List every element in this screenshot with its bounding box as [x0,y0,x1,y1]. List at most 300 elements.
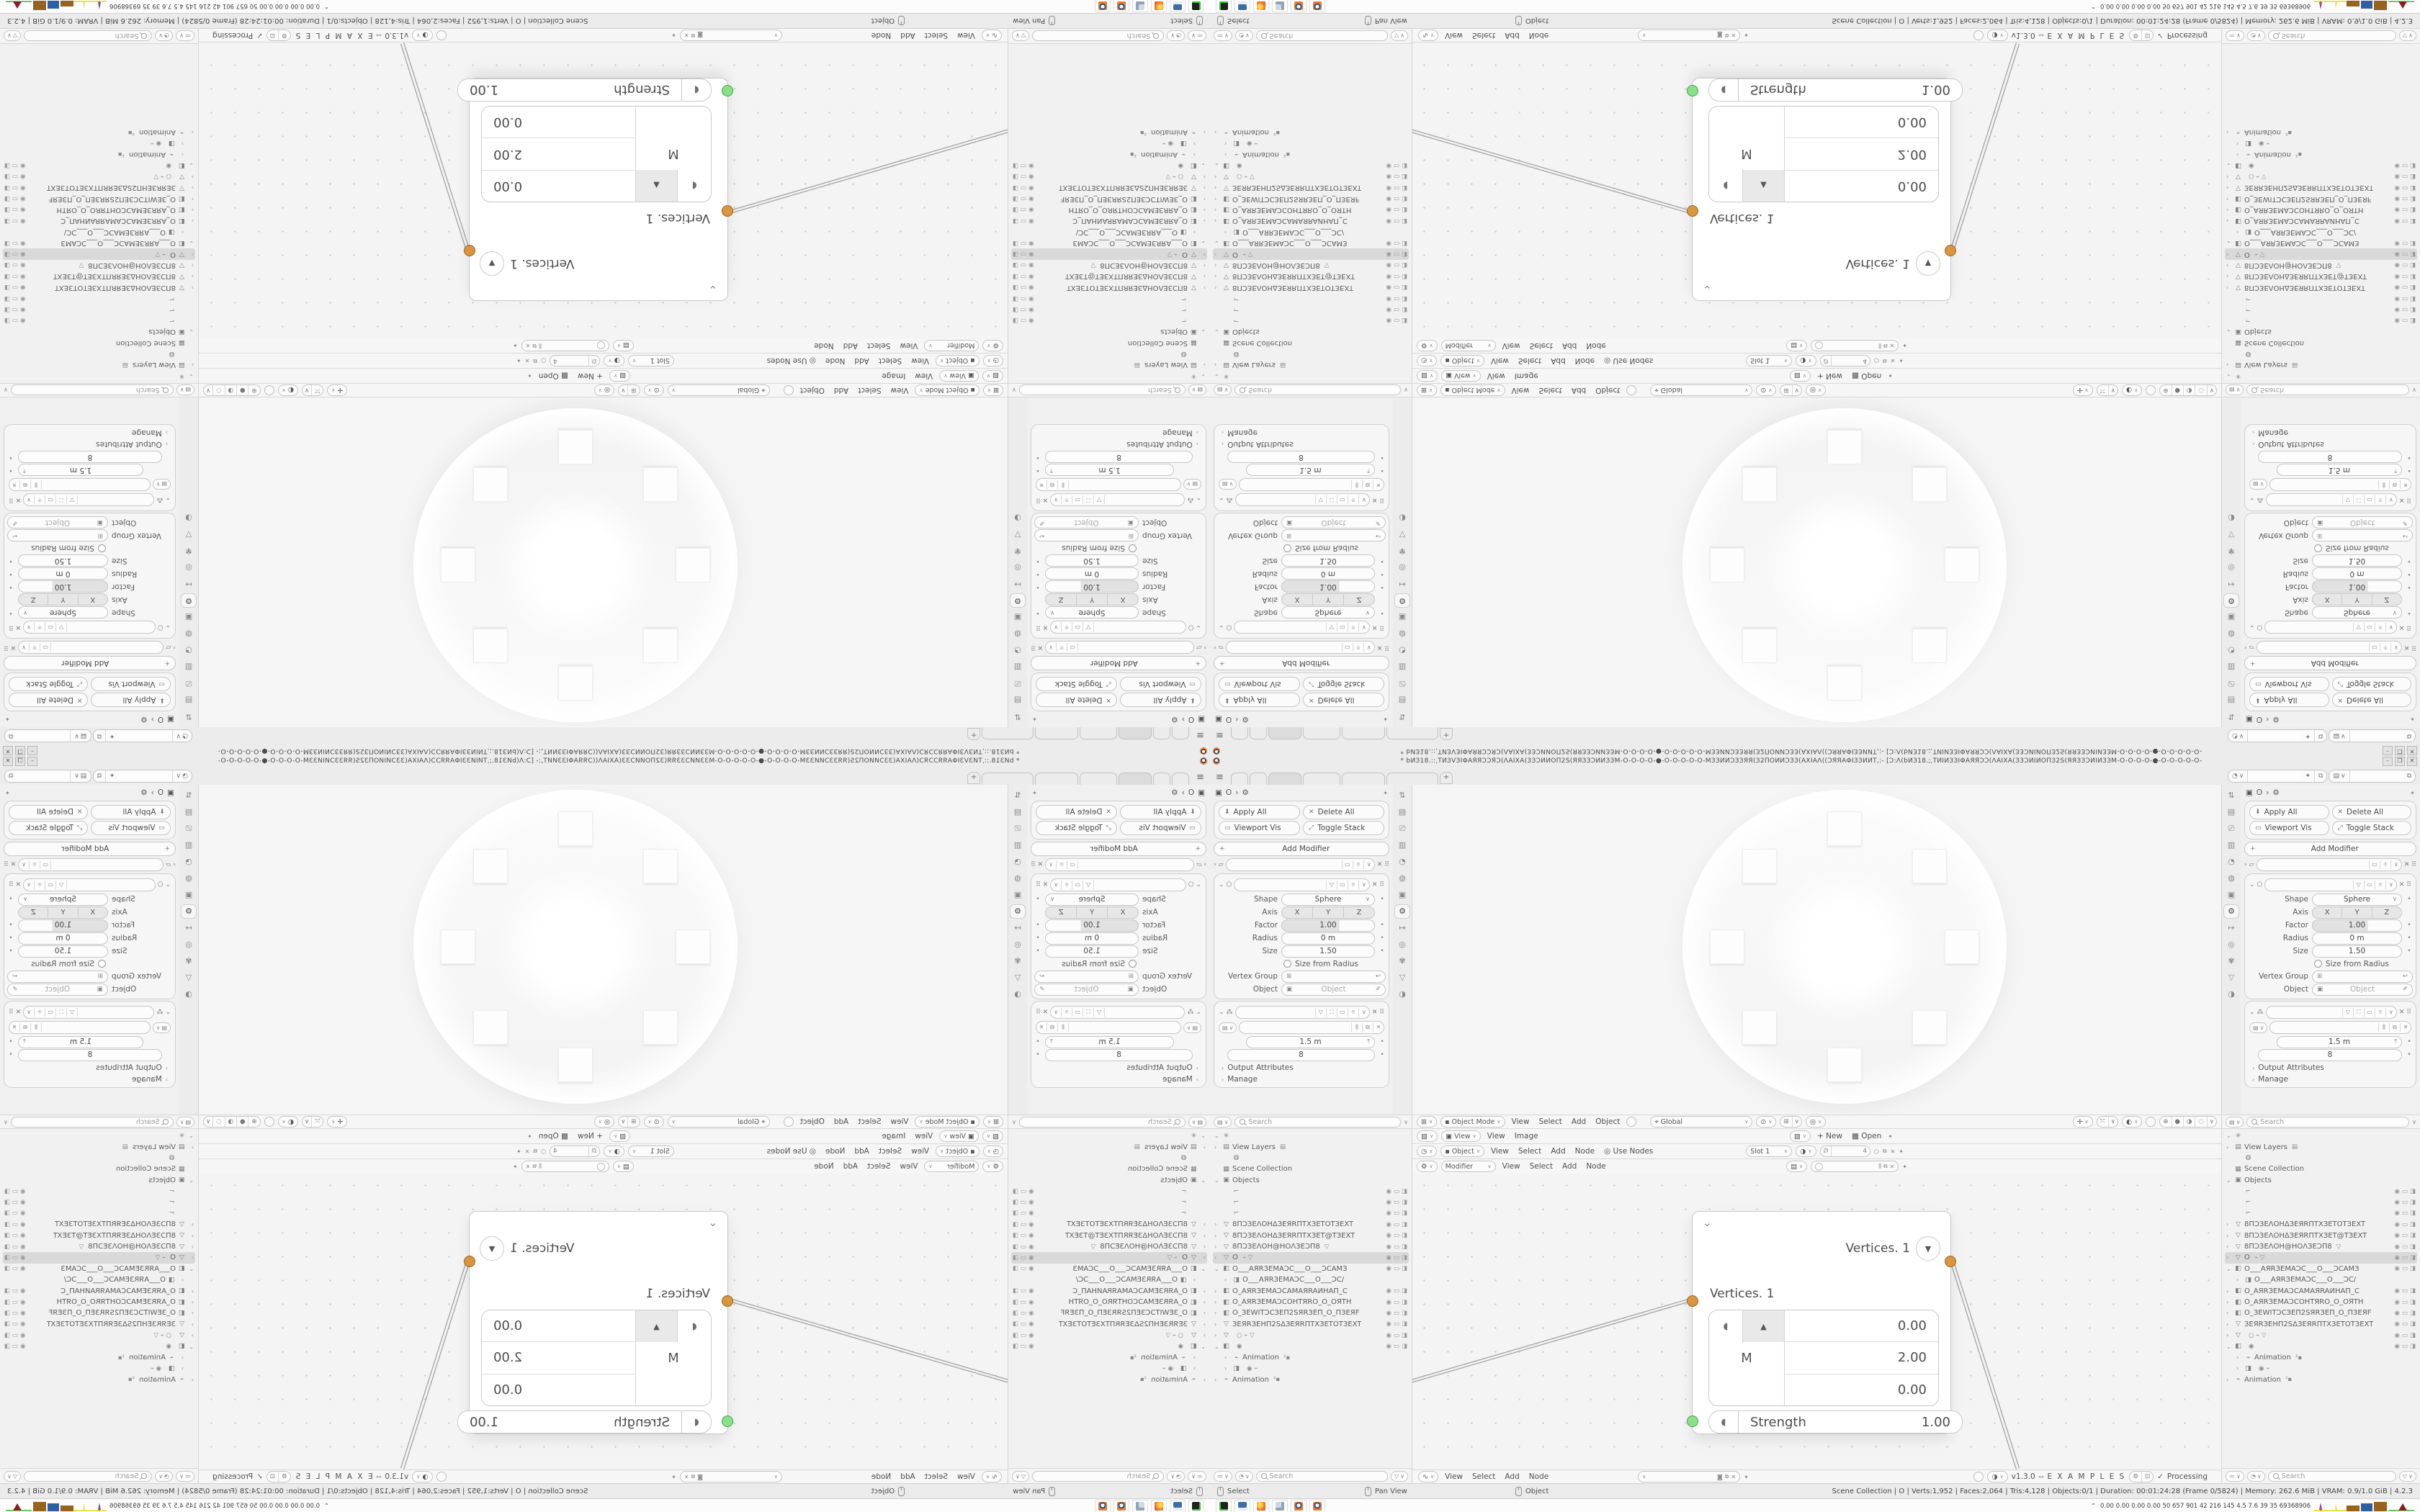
properties-tab-icon[interactable]: ↦ [1399,923,1406,932]
camera-icon[interactable]: ◨ [4,1265,11,1273]
eye-icon[interactable]: ◉ [2394,1331,2400,1339]
tool-settings-group[interactable]: ⚙ ⊡ [266,30,291,41]
shape-select[interactable]: Sphere ∨ [2312,894,2402,906]
properties-tab-icon[interactable]: ⇅ [185,791,192,800]
outliner-row[interactable] [1230,1153,1409,1164]
object-name[interactable]: ЗEЯRЗEHП2SΔЗEЯRПTXЗETOTЗEXT [46,184,176,192]
pin-icon[interactable]: ✦ [1383,716,1388,723]
outliner-row[interactable] [3,1130,195,1141]
outliner-row[interactable] [1011,326,1207,337]
eye-icon[interactable]: ◉ [1386,1298,1392,1306]
radius-field[interactable]: 0 m [18,932,108,945]
snap-magnet-group[interactable]: ⊞ ∨ [618,384,640,396]
editor-type-dropdown[interactable]: ∿ ∨ [982,30,1002,41]
menu-image[interactable]: Image [882,372,906,380]
outliner-row[interactable] [1213,171,1409,182]
outliner-row[interactable] [2242,293,2417,304]
eye-icon[interactable]: ◉ [1386,161,1392,169]
properties-tab-strip[interactable] [2222,397,2241,727]
close-icon[interactable]: ✕ [2398,1009,2405,1016]
outliner-row[interactable] [3,282,195,292]
axis-y[interactable]: Y [2342,595,2372,606]
menu-add[interactable]: Add [843,1162,859,1171]
node-editor[interactable] [1412,42,2221,338]
properties-tab-icon[interactable]: ◑ [1014,513,1021,523]
expand-icon[interactable]: › [1203,273,1206,280]
screen-icon[interactable]: ▭ [12,1320,19,1328]
outliner-row[interactable] [3,193,195,204]
modifier-name-field[interactable]: ▭ ⌾ ∨ [18,858,163,871]
properties-tab-icon[interactable]: ◑ [2228,513,2235,523]
properties-tab-icon[interactable]: ▤ [1013,807,1022,816]
chevron-down-icon[interactable]: ∨ [4,1118,8,1125]
editor-type-dropdown[interactable]: ▧ ∨ [1417,1130,1438,1142]
menu-select[interactable]: Select [878,1147,902,1156]
axis-x[interactable]: X [78,907,107,918]
menu-add[interactable]: Add [1551,1147,1566,1156]
apply-all-button[interactable]: ⬇ Apply All [91,693,171,707]
modifier-row-collapsed[interactable] [4,641,176,654]
menu-image[interactable]: Image [882,1132,906,1140]
output-socket[interactable] [1945,245,1956,256]
outliner-row[interactable] [1011,1197,1190,1207]
object-name[interactable]: Animation [1242,1354,1279,1362]
close-icon[interactable]: ✕ [1037,644,1044,651]
shape-select[interactable]: Sphere ∨ [18,894,108,906]
object-name[interactable]: O [170,250,176,258]
workspace-tab[interactable] [1250,727,1267,739]
editor-type-button[interactable]: ≔ ∨ [1188,31,1206,42]
expand-icon[interactable]: › [1214,206,1217,213]
properties-tab-icon[interactable]: ◍ [1014,629,1021,639]
menu-view[interactable]: View [900,341,918,350]
camera-icon[interactable]: ◨ [1401,1287,1407,1295]
screen-icon[interactable]: ▭ [1393,173,1399,181]
palette-dropdown[interactable]: ◑ ∨ [1796,355,1816,366]
eye-icon[interactable]: ◉ [20,305,26,313]
pin-icon[interactable]: ✦ [1888,1133,1893,1140]
eye-icon[interactable]: ◉ [1028,1331,1034,1339]
editor-type-button[interactable]: ▤ ∨ [176,1117,194,1128]
node-group-selector[interactable]: ▤ ∨ [2249,1022,2267,1033]
minimize-button[interactable]: – [2383,747,2393,756]
editor-type-dropdown[interactable]: ⊞ ∨ [983,384,1003,396]
properties-tab-icon[interactable]: ▽ [185,530,192,539]
outliner-row[interactable] [3,1330,195,1341]
properties-tab-icon[interactable]: ◍ [1014,873,1021,883]
workspace-tab[interactable] [1386,727,1438,739]
camera-icon[interactable]: ◨ [1401,1265,1407,1273]
expand-icon[interactable]: › [1193,228,1196,235]
camera-icon[interactable]: ◨ [1013,1243,1019,1251]
properties-tab-icon[interactable]: ⚙ [2224,905,2238,918]
vector-z-value[interactable]: 0.00 [493,1382,523,1398]
menu-node[interactable]: Node [814,341,834,350]
vertex-group-field[interactable]: ⊞ ↩ [2312,971,2413,983]
expand-icon[interactable]: ⌄ [1201,240,1206,247]
eye-icon[interactable]: ◉ [2394,1265,2400,1273]
outliner-row[interactable] [3,1352,185,1363]
outliner-row[interactable] [1011,227,1197,238]
factor-slider[interactable]: 1.00 [18,919,108,932]
axis-x[interactable]: X [1282,595,1313,606]
axis-y[interactable]: Y [1313,907,1344,918]
collapse-icon[interactable]: ⌄ [2249,496,2255,503]
outliner-row[interactable] [3,293,178,304]
mode-dropdown[interactable]: ▪ Object Mode ∨ [915,384,979,396]
camera-icon[interactable]: ◨ [1013,284,1019,292]
workspace-tab[interactable] [1153,773,1170,785]
menu-view[interactable]: View [1445,1472,1464,1481]
output-dropdown-button[interactable]: ▼ [480,1236,504,1261]
pin-icon[interactable]: ✦ [105,770,119,782]
vector-y-value[interactable]: 2.00 [1785,138,1938,169]
viewlayer-selector[interactable]: ▤ ∨ ⧉ [2329,770,2416,783]
camera-icon[interactable]: ◨ [1013,1220,1019,1228]
object-name[interactable]: Animation [1141,1354,1178,1362]
editor-type-button[interactable]: ≔ ∨ [1214,31,1232,42]
workspace-tab-active[interactable] [1268,773,1301,785]
size-field[interactable]: 1.50 [2312,945,2402,958]
object-name[interactable]: 8ПƆЗEΛOHΔЗEЯRПTXЗET@TЗEXT [53,1231,176,1240]
filter-type-button[interactable]: ◔ ∨ [1167,1471,1185,1482]
expand-icon[interactable]: › [191,1232,194,1239]
expand-icon[interactable]: › [1214,1243,1217,1251]
copy-icon[interactable]: ⧉ [97,732,102,739]
object-name[interactable]: ЗEЯRЗEHП2SΔЗEЯRПTXЗETOTЗEXT [1232,184,1362,192]
properties-tab-icon[interactable]: ↦ [2228,580,2235,589]
screen-icon[interactable]: ▭ [1021,184,1027,192]
shape-select[interactable]: Sphere ∨ [2312,607,2402,619]
menu-object[interactable]: Object [1595,386,1621,395]
expand-icon[interactable]: › [1214,861,1216,868]
properties-tab-icon[interactable]: ↦ [185,580,192,589]
expand-icon[interactable]: › [1214,273,1217,280]
editor-type-dropdown[interactable]: ◷ ∨ [1417,1146,1437,1157]
new-image-button[interactable]: + New [578,372,604,380]
outliner-row[interactable] [3,1208,178,1219]
properties-tab-icon[interactable]: ⎚ [2228,824,2235,833]
menu-node[interactable]: Node [871,31,892,40]
editor-type-dropdown[interactable]: ⊞ ∨ [983,1116,1003,1128]
mode-dropdown[interactable]: ▪ Object Mode ∨ [1440,1116,1505,1128]
view-object-types-dropdown[interactable]: ✛ ∨ [2073,384,2093,396]
axis-y[interactable]: Y [1076,595,1107,606]
eye-icon[interactable]: ◉ [1386,1199,1392,1207]
camera-icon[interactable]: ◨ [2409,1331,2416,1339]
size-field[interactable]: 1.50 [1045,945,1139,958]
eye-icon[interactable]: ◉ [2394,1309,2400,1317]
outliner-row[interactable] [1011,138,1197,148]
expand-icon[interactable]: › [1203,173,1206,180]
search-input[interactable]: Search [2246,1117,2409,1128]
object-name[interactable]: View Layers [2244,1143,2287,1151]
camera-icon[interactable]: ◨ [4,239,11,247]
object-name[interactable]: 8ПƆЗEΛOHΔЗEЯRПTXЗETOTЗEXT [1066,1220,1188,1229]
expand-icon[interactable]: › [191,1320,194,1328]
toggle-stack-button[interactable]: ⤢ Toggle Stack [2332,677,2412,691]
collapse-icon[interactable]: ⌄ [1219,496,1224,503]
menu-add[interactable]: Add [843,341,859,350]
breadcrumb-object[interactable]: O [2256,715,2263,724]
object-field[interactable]: ▣ Object ✐ [1034,984,1139,996]
eye-icon[interactable]: ◉ [2394,1220,2400,1228]
outliner-row[interactable] [1213,127,1409,138]
modifier-name-field[interactable]: ▽ ⛶ ▭ ⌾ ∨ [1050,493,1185,506]
drag-handle-icon[interactable]: ⠿ [9,624,14,631]
shape-select[interactable]: Sphere ∨ [1045,607,1139,619]
menu-select[interactable]: Select [1518,356,1542,365]
close-icon[interactable]: ✕ [1376,861,1383,868]
input-15m-field[interactable]: 1.5 m ⤒ [1246,1036,1375,1048]
vector-y-value[interactable]: 2.00 [482,138,635,169]
delete-all-button[interactable]: ✕ Delete All [9,805,89,819]
new-image-button[interactable]: + New [578,1132,604,1140]
camera-icon[interactable]: ◨ [2409,261,2416,269]
outliner-row[interactable] [1011,1175,1207,1186]
eye-icon[interactable]: ◉ [1386,251,1392,258]
outliner-row[interactable] [2242,348,2417,359]
tool-settings-group[interactable]: ⚙ ⊡ [2129,1471,2154,1482]
screen-icon[interactable]: ▭ [1393,261,1399,269]
outliner-row[interactable] [2225,1341,2417,1351]
collapse-icon[interactable]: ⌄ [165,1009,171,1016]
outliner-search-input[interactable]: Search [1032,1471,1164,1482]
properties-tab-icon[interactable]: ▤ [2227,696,2236,705]
add-workspace-button[interactable]: + [1440,728,1453,740]
camera-icon[interactable]: ◨ [1013,184,1019,192]
expand-icon[interactable]: ⌄ [1201,1133,1206,1140]
viewport-3d[interactable] [199,397,1008,727]
object-name[interactable]: 8ПƆЗEΛOHΔЗEЯRПTXЗETOTЗEXT [2244,1220,2366,1229]
expand-icon[interactable]: › [1203,1299,1206,1306]
properties-tab-icon[interactable]: ◎ [1399,563,1406,572]
apply-all-button[interactable]: ⬇ Apply All [2249,693,2329,707]
toggle-stack-button[interactable]: ⤢ Toggle Stack [1303,821,1384,835]
object-field[interactable]: ▣ Object ✐ [2312,517,2413,529]
apply-all-button[interactable]: ⬇ Apply All [1219,805,1300,819]
outliner-search-input[interactable]: Search [1256,31,1388,42]
eye-icon[interactable]: ◉ [2394,184,2400,192]
outliner-row[interactable] [2225,1141,2417,1152]
outliner-row[interactable] [2225,215,2417,226]
node-group-field[interactable]: ∨ ◙ ⧉ ✕ [1638,30,1740,41]
expand-icon[interactable]: › [191,1332,194,1339]
camera-icon[interactable]: ◨ [2409,272,2416,280]
eye-icon[interactable]: ◉ [1028,173,1034,181]
close-icon[interactable]: ✕ [1376,644,1383,651]
outliner-row[interactable] [3,1141,195,1152]
menu-node[interactable]: Node [825,1147,846,1156]
screen-icon[interactable]: ▭ [1393,1265,1399,1273]
editor-type-button[interactable]: ▤ ∨ [2226,1117,2244,1128]
screen-icon[interactable]: ▭ [1393,1343,1399,1351]
menu-view[interactable]: View [1490,356,1509,365]
screen-icon[interactable]: ▭ [1021,1265,1027,1273]
close-icon[interactable]: ✕ [1042,624,1049,631]
camera-icon[interactable]: ◨ [4,1309,11,1317]
radius-field[interactable]: 0 m [1281,932,1375,945]
outliner-row[interactable] [1213,1230,1409,1241]
input-15m-field[interactable]: 1.5 m ⤒ [2277,464,2402,477]
camera-icon[interactable]: ◨ [2409,1287,2416,1295]
menu-node[interactable]: Node [825,356,846,365]
properties-tab-strip[interactable] [2222,785,2241,1115]
pin-icon[interactable]: ✦ [527,372,532,379]
copy-icon[interactable]: ⧉ [1882,1148,1887,1154]
drag-handle-icon[interactable]: ⠿ [1036,496,1041,503]
properties-tab-icon[interactable]: ✾ [185,956,192,966]
vector-z-value[interactable]: 0.00 [1897,114,1927,130]
output-attributes-section[interactable]: › Output Attributes [1222,440,1294,449]
modifier-name-field[interactable]: ▽ ▭ ⌾ ∨ [1234,621,1369,634]
outliner-row-selected[interactable] [3,1252,195,1263]
viewport-3d[interactable] [1412,785,2221,1115]
toggle-stack-button[interactable]: ⤢ Toggle Stack [1036,677,1117,691]
size-from-radius-checkbox[interactable]: Size from Radius [7,958,106,969]
viewlayer-selector[interactable]: ▤ ∨ ⧉ [2329,729,2416,742]
expand-icon[interactable]: › [181,1354,184,1361]
editor-type-dropdown[interactable]: ▧ ∨ [1417,370,1438,382]
axis-toggle[interactable] [2312,594,2402,606]
orientation-dropdown[interactable]: ⌖ Global ∨ [668,1116,770,1128]
properties-tab-icon[interactable]: ↦ [2228,923,2235,932]
object-name[interactable]: Animation [1242,150,1279,158]
properties-tab-icon[interactable]: ◑ [1399,989,1406,999]
camera-icon[interactable]: ◨ [2409,1298,2416,1306]
screen-icon[interactable]: ▭ [2401,1232,2408,1240]
close-icon[interactable]: ✕ [1371,496,1378,503]
editor-type-dropdown[interactable]: ⚙ ∨ [982,340,1003,351]
camera-icon[interactable]: ◨ [1401,1320,1407,1328]
search-input[interactable]: Search [1019,1117,1186,1128]
outliner-row[interactable] [1011,1374,1207,1385]
screen-icon[interactable]: ▭ [12,317,19,325]
vertices-node[interactable] [469,1211,728,1434]
close-icon[interactable]: ✕ [1042,881,1049,888]
camera-icon[interactable]: ◨ [2409,1210,2416,1218]
outliner-row-selected[interactable] [1011,248,1207,259]
properties-tab-icon[interactable]: ◎ [1014,940,1021,949]
outliner-row[interactable] [1011,1186,1190,1197]
editor-type-dropdown[interactable]: ∿ ∨ [982,1471,1002,1482]
size-field[interactable]: 1.50 [1281,555,1375,567]
axis-z[interactable]: Z [30,595,36,604]
maximize-button[interactable]: ❐ [15,757,25,766]
menu-select[interactable]: Select [1538,1117,1562,1126]
screen-icon[interactable]: ▭ [12,184,19,192]
plug-icon[interactable]: ◖ [1709,1310,1743,1342]
output-attributes-section[interactable]: › Output Attributes [96,440,168,449]
eye-icon[interactable]: ◉ [2394,239,2400,247]
workspace-tab[interactable] [1080,727,1117,739]
camera-icon[interactable]: ◨ [1401,1243,1407,1251]
output-attributes-section[interactable]: › Output Attributes [2252,440,2324,449]
camera-icon[interactable]: ◨ [1401,1232,1407,1240]
outliner-row-selected[interactable] [1213,248,1409,259]
add-modifier-button[interactable]: + Add Modifier [2244,656,2416,670]
close-icon[interactable]: ✕ [10,644,17,651]
collapse-icon[interactable]: ⌄ [2249,624,2255,631]
object-name[interactable]: 8ПƆЗEΛOHΔЗEЯRПTXЗETOTЗEXT [1232,1220,1354,1229]
axis-z[interactable]: Z [1356,908,1362,917]
expand-icon[interactable]: › [191,261,194,269]
outliner-row[interactable] [2225,260,2417,271]
outliner-row[interactable] [3,304,178,315]
expand-icon[interactable]: › [1214,1221,1217,1228]
camera-icon[interactable]: ◨ [4,184,11,192]
screen-icon[interactable]: ▭ [2401,161,2408,169]
editor-type-button[interactable]: ▤ ∨ [1214,385,1232,396]
camera-icon[interactable]: ◨ [1013,294,1019,302]
expand-icon[interactable]: › [2226,1376,2229,1383]
node-group-field[interactable]: ⫼ ⧉ ✕ [1239,1021,1384,1034]
expand-icon[interactable]: › [1214,261,1217,269]
breadcrumb-object[interactable]: O [1188,788,1195,797]
object-field[interactable]: ▣ Object ✐ [1281,984,1386,996]
proportional-edit-toggle[interactable]: ◎ ∨ [1806,1116,1826,1128]
modifier-row-collapsed[interactable] [4,858,176,871]
screen-icon[interactable]: ▭ [2401,272,2408,280]
axis-y[interactable]: Y [1076,907,1107,918]
output-attributes-section[interactable]: › Output Attributes [1222,1063,1294,1072]
outliner-row[interactable] [1011,1363,1197,1374]
eye-icon[interactable]: ◉ [2394,1298,2400,1306]
screen-icon[interactable]: ▭ [2401,1320,2408,1328]
blender-app-icon[interactable] [1309,1500,1325,1512]
screen-icon[interactable]: ▭ [12,206,19,214]
expand-icon[interactable]: › [191,184,194,192]
object-name[interactable]: ЗEЯRЗEHП2SΔЗEЯRПTXЗETOTЗEXT [1058,184,1188,192]
properties-tab-icon[interactable]: ◍ [1399,873,1406,883]
object-name[interactable]: O_AЯRЗEMAƆCOHTЯRO_O_OЯTH [56,205,176,214]
properties-tab-strip[interactable] [1393,785,1412,1115]
save-app-icon[interactable] [1170,1500,1186,1512]
image-kind-dropdown[interactable]: ▣ View ∨ [1441,1130,1481,1142]
object-name[interactable]: Animation [2244,128,2281,137]
shader-kind-dropdown[interactable]: ▪ Object ∨ [936,1146,980,1157]
factor-slider[interactable]: 1.00 [1281,581,1375,593]
screen-icon[interactable]: ▭ [1393,1287,1399,1295]
editor-type-dropdown[interactable]: ▧ ∨ [982,370,1003,382]
outliner-row[interactable] [1223,1352,1409,1363]
properties-tab-icon[interactable]: ◔ [2228,857,2235,866]
eye-icon[interactable]: ◉ [1386,272,1392,280]
outliner-row[interactable] [3,315,178,326]
properties-tab-icon[interactable]: ▽ [1399,530,1406,539]
size-field[interactable]: 1.50 [18,945,108,958]
eye-icon[interactable]: ◉ [1386,1331,1392,1339]
camera-icon[interactable]: ◨ [2409,1343,2416,1351]
breadcrumb-object[interactable]: O [2256,788,2263,797]
eye-icon[interactable]: ◉ [2394,217,2400,225]
close-button[interactable]: ✕ [3,747,13,756]
outliner-row[interactable] [1011,1264,1207,1274]
eye-icon[interactable]: ◉ [2394,173,2400,181]
screen-icon[interactable]: ▭ [1393,1298,1399,1306]
axis-z[interactable]: Z [2384,595,2390,604]
menu-add[interactable]: Add [1551,356,1566,365]
outliner-row[interactable] [3,1219,195,1230]
modifier-name-field[interactable]: ▽ ⛶ ▭ ⌾ ∨ [2266,1006,2397,1019]
object-field[interactable]: ▣ Object ✐ [1034,517,1139,529]
outliner-row[interactable] [1011,348,1190,359]
up-arrow-button[interactable]: ▲ [1743,1310,1784,1342]
vector-x-value[interactable]: 0.00 [482,170,635,202]
outliner-row[interactable] [1011,260,1207,271]
tool-settings-group[interactable]: ⚙ ⊡ [2129,30,2154,41]
camera-icon[interactable]: ◨ [1013,1210,1019,1218]
